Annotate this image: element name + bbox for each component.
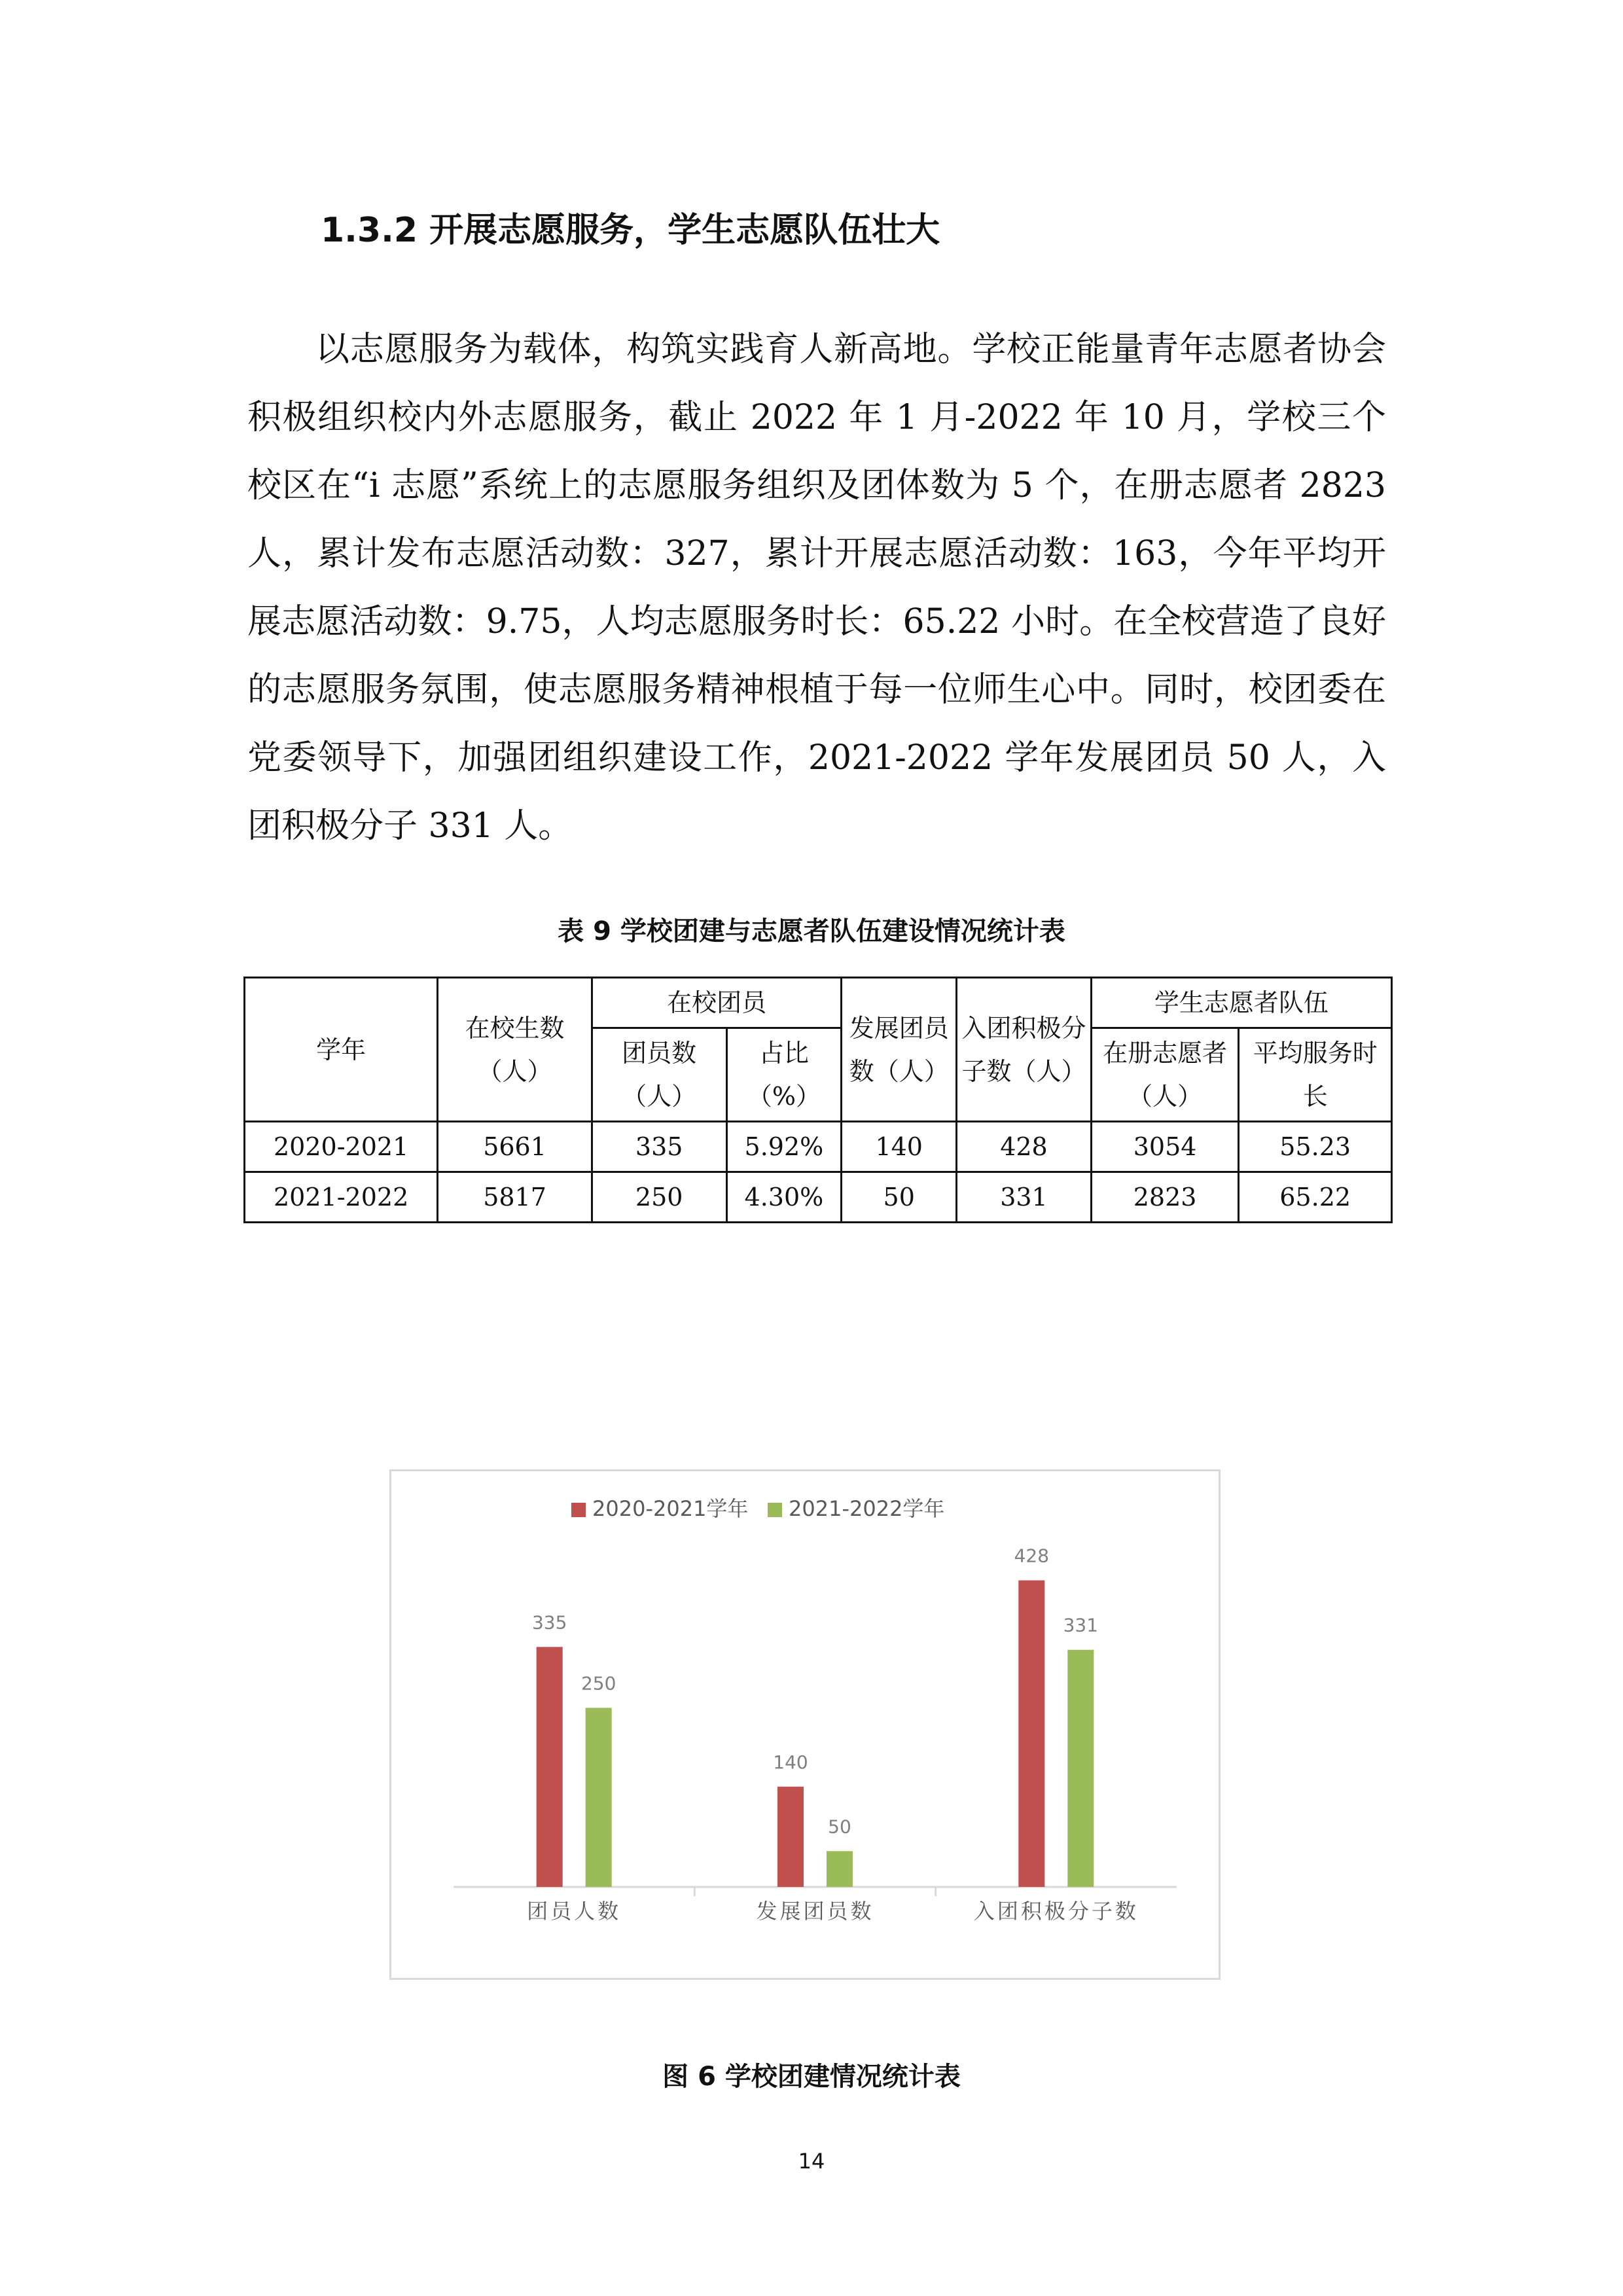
- header-members-ratio: 占比（%）: [726, 1028, 842, 1122]
- table-cell: 140: [842, 1122, 957, 1172]
- bar-data-label: 331: [1063, 1614, 1099, 1636]
- header-year: 学年: [245, 978, 438, 1122]
- table-cell: 50: [842, 1172, 957, 1223]
- header-avg-hours: 平均服务时长: [1239, 1028, 1392, 1122]
- bar: [777, 1787, 804, 1887]
- x-tick-label: 团员人数: [527, 1899, 622, 1924]
- legend-label: 2020-2021学年: [592, 1496, 749, 1521]
- legend-swatch: [571, 1503, 586, 1517]
- bar-chart: [389, 1469, 1221, 1980]
- header-registered: 在册志愿者（人）: [1091, 1028, 1239, 1122]
- body-paragraph: 以志愿服务为载体，构筑实践育人新高地。学校正能量青年志愿者协会积极组织校内外志愿服务，截止 2022 年 1 月-2022 年 10 月，学校三个校区在“i 志愿”系统上的志愿服务组织及团体数为 5 个，在册志愿者 2823 人，累计发布志愿活动数：327，累计开展志愿活动数：163，今年平均开展志愿活动数：9.75，人均志愿服务时长：65.22 小时。在全校营造了良好的志愿服务氛围，使志愿服务精神根植于每一位师生心中。同时，校团委在党委领导下，加强团组织建设工作，2021-2022 学年发展团员 50 人，入团积极分子 331 人。: [247, 330, 1386, 846]
- header-activists: 入团积极分子数（人）: [957, 978, 1092, 1122]
- table-cell: 5.92%: [726, 1122, 842, 1172]
- bar-chart-svg: [391, 1471, 1219, 1978]
- section-heading: 1.3.2 开展志愿服务，学生志愿队伍壮大: [321, 211, 940, 250]
- table-cell: 331: [957, 1172, 1092, 1223]
- table-row: [245, 1122, 1392, 1172]
- table-cell: 2020-2021: [245, 1122, 438, 1172]
- page-number: 14: [798, 2149, 825, 2174]
- bar-data-label: 250: [580, 1672, 616, 1695]
- table-cell: 5661: [438, 1122, 592, 1172]
- header-students: 在校生数（人）: [438, 978, 592, 1122]
- x-tick-label: 发展团员数: [756, 1899, 874, 1924]
- table-cell: 65.22: [1239, 1172, 1392, 1223]
- bar: [827, 1851, 853, 1887]
- bar: [586, 1708, 612, 1887]
- table-cell: 428: [957, 1122, 1092, 1172]
- table-header-row: [245, 978, 1392, 1028]
- bar-data-label: 335: [531, 1611, 567, 1634]
- statistics-table: [243, 977, 1393, 1223]
- table-caption: 表 9 学校团建与志愿者队伍建设情况统计表: [558, 916, 1065, 946]
- table-row: [245, 1172, 1392, 1223]
- table-cell: 250: [592, 1172, 726, 1223]
- table-cell: 55.23: [1239, 1122, 1392, 1172]
- bar-data-label: 428: [1014, 1545, 1050, 1567]
- table-cell: 3054: [1091, 1122, 1239, 1172]
- bar-data-label: 50: [828, 1816, 851, 1838]
- header-members-group: 在校团员: [592, 978, 842, 1028]
- table-cell: 4.30%: [726, 1172, 842, 1223]
- legend-swatch: [768, 1503, 782, 1517]
- bar: [537, 1647, 563, 1887]
- table-cell: 2823: [1091, 1172, 1239, 1223]
- legend-label: 2021-2022学年: [789, 1496, 945, 1521]
- x-tick-label: 入团积极分子数: [973, 1899, 1139, 1924]
- bar-data-label: 140: [773, 1751, 808, 1773]
- header-volunteer-group: 学生志愿者队伍: [1091, 978, 1391, 1028]
- table-cell: 5817: [438, 1172, 592, 1223]
- header-new-members: 发展团员数（人）: [842, 978, 957, 1122]
- figure-caption: 图 6 学校团建情况统计表: [662, 2062, 961, 2092]
- table-cell: 335: [592, 1122, 726, 1172]
- bar: [1018, 1581, 1044, 1887]
- bar: [1067, 1650, 1094, 1887]
- header-members-count: 团员数（人）: [592, 1028, 726, 1122]
- table-cell: 2021-2022: [245, 1172, 438, 1223]
